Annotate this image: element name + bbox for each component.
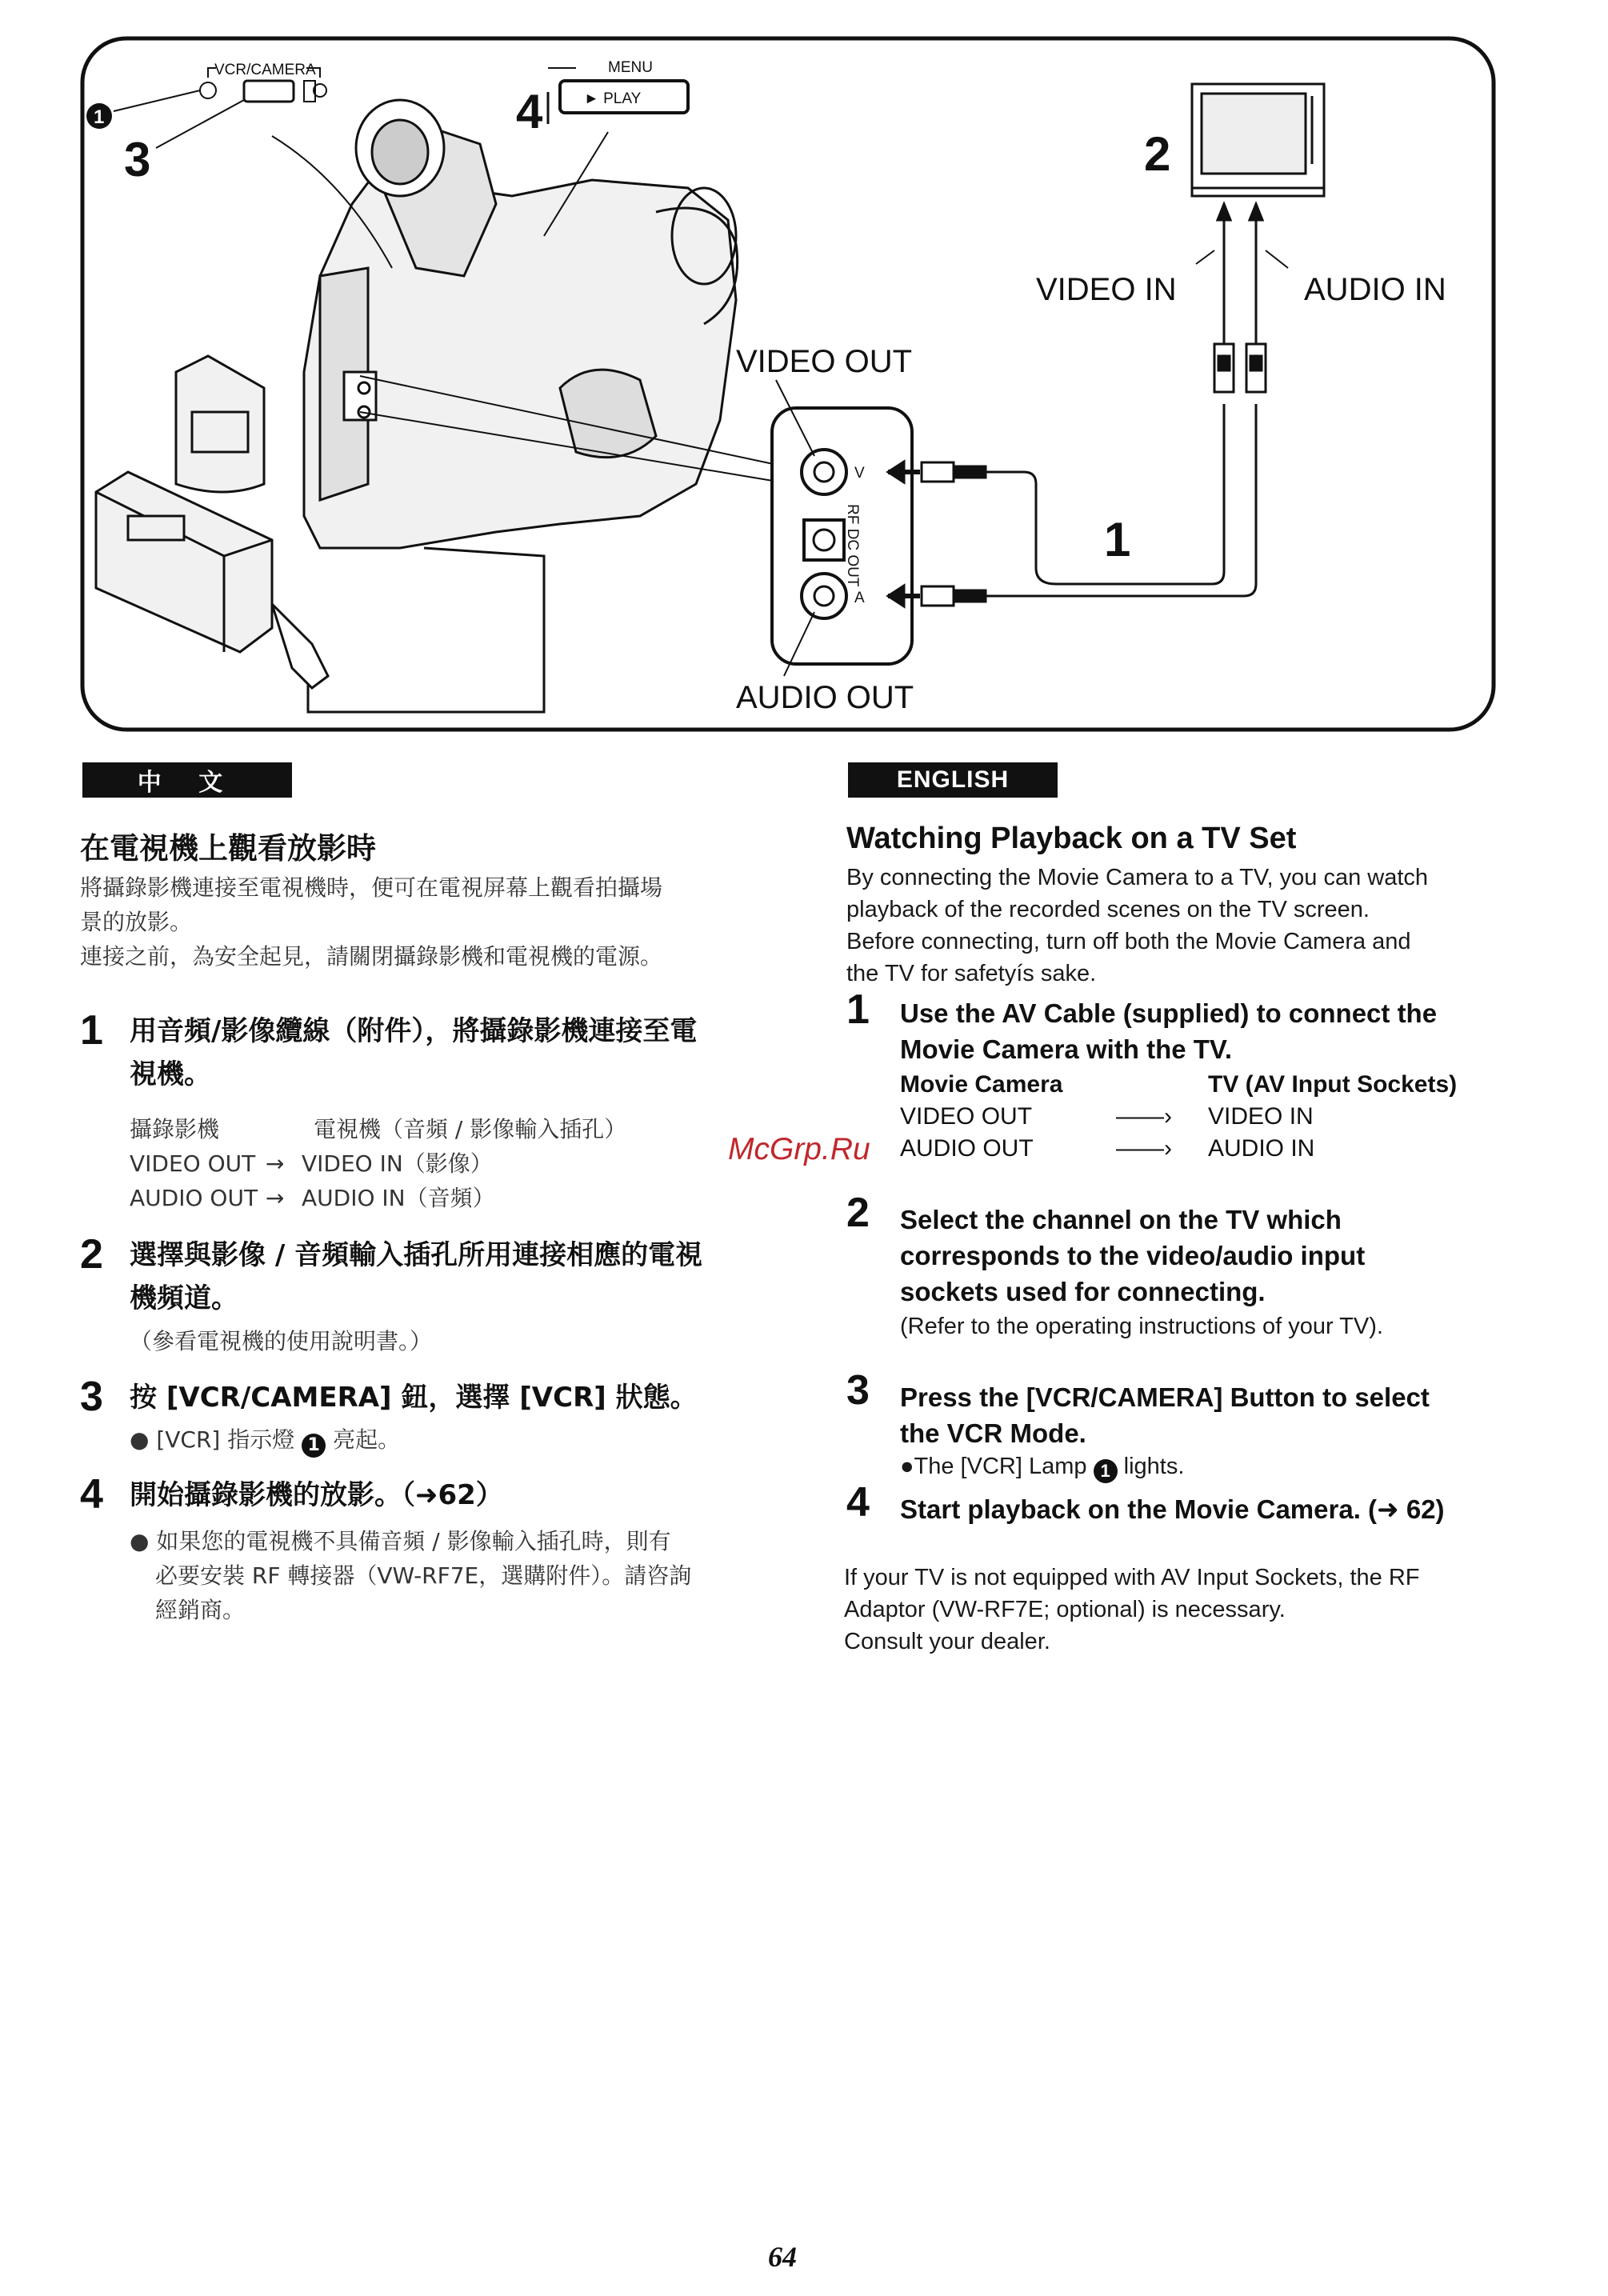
video-in-label: VIDEO IN xyxy=(1036,272,1177,307)
chinese-table-col2-head: 電視機（音頻 / 影像輸入插孔） xyxy=(314,1116,627,1142)
english-step-1-number: 1 xyxy=(846,986,870,1033)
chinese-table-row1-left: VIDEO OUT xyxy=(130,1150,256,1177)
english-step-4-number: 4 xyxy=(846,1479,870,1526)
english-step-1-line: Use the AV Cable (supplied) to connect the xyxy=(900,998,1438,1028)
vcr-camera-switch[interactable] xyxy=(200,62,326,102)
chinese-intro-line: 連接之前，為安全起見，請關閉攝錄影機和電視機的電源。 xyxy=(80,943,663,970)
audio-out-label: AUDIO OUT xyxy=(736,680,914,715)
chinese-table-row2-arrow: → xyxy=(266,1185,285,1211)
vcr-camera-label: VCR/CAMERA xyxy=(214,62,316,78)
diagram-svg xyxy=(80,36,1496,732)
ac-adaptor-illustration xyxy=(96,472,328,688)
english-step-2-note: (Refer to the operating instructions of your TV). xyxy=(900,1314,1383,1339)
chinese-table-col1-head: 攝錄影機 xyxy=(130,1116,220,1142)
page-number: 64 xyxy=(768,2241,797,2273)
chinese-intro-line: 景的放影。 xyxy=(80,909,193,935)
chinese-table-row2-left: AUDIO OUT xyxy=(130,1185,258,1211)
english-step-3-note xyxy=(900,1450,1184,1483)
english-step-1-heading xyxy=(900,995,1580,1067)
english-step-3-number: 3 xyxy=(846,1367,870,1414)
vcr-lamp-callout-badge: 1 xyxy=(1094,1459,1118,1483)
play-label: ► PLAY xyxy=(584,90,642,107)
audio-in-label: AUDIO IN xyxy=(1304,272,1446,307)
video-out-jack xyxy=(802,450,846,494)
section-badge-english: ENGLISH xyxy=(848,762,1058,798)
chinese-table-row1-right: VIDEO IN（影像） xyxy=(302,1150,493,1177)
english-step-2-line: sockets used for connecting. xyxy=(900,1277,1266,1306)
av-output-panel xyxy=(772,408,912,664)
audio-out-jack xyxy=(802,574,846,618)
chinese-step-4-heading: 開始攝錄影機的放影。（➜62） xyxy=(130,1479,503,1511)
english-step-2-line: corresponds to the video/audio input xyxy=(900,1241,1366,1270)
section-badge-chinese: 中 文 xyxy=(82,762,292,798)
vcr-lamp-icon xyxy=(200,82,216,98)
english-table-row2-left: AUDIO OUT xyxy=(900,1135,1034,1162)
english-step-2-line: Select the channel on the TV which xyxy=(900,1205,1342,1234)
chinese-step-3-note xyxy=(130,1422,400,1458)
callout-1-cable: 1 xyxy=(1104,513,1131,566)
tv-side-plugs xyxy=(1214,204,1266,392)
english-step-3-heading xyxy=(900,1379,1580,1451)
tv-set-illustration xyxy=(1192,84,1324,196)
chinese-intro-line: 將攝錄影機連接至電視機時，便可在電視屏幕上觀看拍攝場 xyxy=(80,874,663,901)
chinese-step-4-note-line: 經銷商。 xyxy=(155,1597,246,1623)
english-footer-note xyxy=(844,1562,1564,1658)
english-step-1-line: Movie Camera with the TV. xyxy=(900,1034,1233,1064)
callout-3: 3 xyxy=(124,133,151,186)
english-table-col1-head: Movie Camera xyxy=(900,1071,1063,1098)
chinese-step-3-number: 3 xyxy=(80,1374,103,1420)
callout-4: 4 xyxy=(516,85,543,138)
movie-camera-illustration xyxy=(176,100,738,548)
callout-2: 2 xyxy=(1144,127,1171,181)
connection-diagram xyxy=(80,36,1496,732)
english-step-3-line: the VCR Mode. xyxy=(900,1418,1086,1448)
chinese-step-1-line: 用音頻/影像纜線（附件），將攝錄影機連接至電 xyxy=(130,1015,698,1047)
chinese-step-2-line: 選擇與影像 / 音頻輸入插孔所用連接相應的電視 xyxy=(130,1239,703,1271)
english-step-2-number: 2 xyxy=(846,1190,870,1236)
chinese-table-row2-right: AUDIO IN（音頻） xyxy=(302,1185,495,1211)
english-title: Watching Playback on a TV Set xyxy=(846,822,1297,855)
watermark-text: McGrp.Ru xyxy=(728,1132,870,1166)
english-step-2-heading xyxy=(900,1202,1580,1310)
jack-a-label: A xyxy=(854,590,865,606)
english-footer-line: If your TV is not equipped with AV Input Sockets, the RF xyxy=(844,1565,1420,1590)
rf-dc-out-label: RF DC OUT xyxy=(844,504,861,587)
english-table-row2-arrow: ——› xyxy=(1116,1135,1172,1162)
english-step-4-heading: Start playback on the Movie Camera. (➜ 62) xyxy=(900,1494,1445,1524)
chinese-step-2-heading xyxy=(130,1234,770,1320)
chinese-step-2-number: 2 xyxy=(80,1231,103,1278)
chinese-step-4-note xyxy=(130,1524,770,1627)
chinese-step-1-number: 1 xyxy=(80,1007,103,1054)
chinese-step-4-number: 4 xyxy=(80,1471,103,1518)
switch-body xyxy=(244,81,294,102)
chinese-table-row1-arrow: → xyxy=(266,1150,285,1177)
vcr-lamp-callout-badge: 1 xyxy=(302,1434,326,1458)
chinese-step-3-note-a: ● [VCR] 指示燈 xyxy=(130,1426,295,1453)
english-intro xyxy=(846,862,1566,990)
chinese-step-3-heading: 按 [VCR/CAMERA] 鈕，選擇 [VCR] 狀態。 xyxy=(130,1382,698,1414)
chinese-step-4-note-line: 必要安裝 RF 轉接器（VW-RF7E，選購附件）。請咨詢 xyxy=(155,1562,692,1589)
english-footer-line: Adaptor (VW-RF7E; optional) is necessary. xyxy=(844,1597,1286,1622)
english-intro-line: playback of the recorded scenes on the TV screen. xyxy=(846,897,1370,922)
chinese-step-1-table xyxy=(130,1112,738,1215)
english-step-1-table xyxy=(900,1069,1580,1165)
english-step-3-note-a: ●The [VCR] Lamp xyxy=(900,1454,1087,1479)
english-table-row2-right: AUDIO IN xyxy=(1208,1135,1315,1162)
chinese-intro xyxy=(80,870,768,974)
chinese-step-3-note-b: 亮起。 xyxy=(333,1426,401,1453)
rf-dc-out-jack xyxy=(804,520,844,560)
english-footer-line: Consult your dealer. xyxy=(844,1629,1050,1654)
chinese-step-2-note: （參看電視機的使用說明書。） xyxy=(130,1328,433,1354)
english-table-col2-head: TV (AV Input Sockets) xyxy=(1208,1071,1458,1098)
english-step-3-line: Press the [VCR/CAMERA] Button to select xyxy=(900,1382,1430,1412)
chinese-step-1-line: 視機。 xyxy=(130,1058,211,1090)
english-intro-line: Before connecting, turn off both the Movie Camera and xyxy=(846,929,1411,954)
chinese-title: 在電視機上觀看放影時 xyxy=(80,831,376,866)
english-intro-line: the TV for safetyís sake. xyxy=(846,961,1097,986)
english-table-row1-left: VIDEO OUT xyxy=(900,1103,1033,1130)
jack-v-label: V xyxy=(854,465,865,482)
chinese-step-1-heading xyxy=(130,1010,770,1096)
english-table-row1-right: VIDEO IN xyxy=(1208,1103,1314,1130)
english-intro-line: By connecting the Movie Camera to a TV, you can watch xyxy=(846,865,1429,890)
chinese-step-2-line: 機頻道。 xyxy=(130,1282,238,1314)
chinese-step-4-note-line: ● 如果您的電視機不具備音頻 / 影像輸入插孔時，則有 xyxy=(130,1528,671,1554)
menu-label: MENU xyxy=(608,59,653,76)
callout-1-text: 1 xyxy=(94,106,105,128)
english-table-row1-arrow: ——› xyxy=(1116,1103,1172,1130)
video-out-label: VIDEO OUT xyxy=(736,344,913,379)
english-step-3-note-b: lights. xyxy=(1123,1454,1185,1479)
